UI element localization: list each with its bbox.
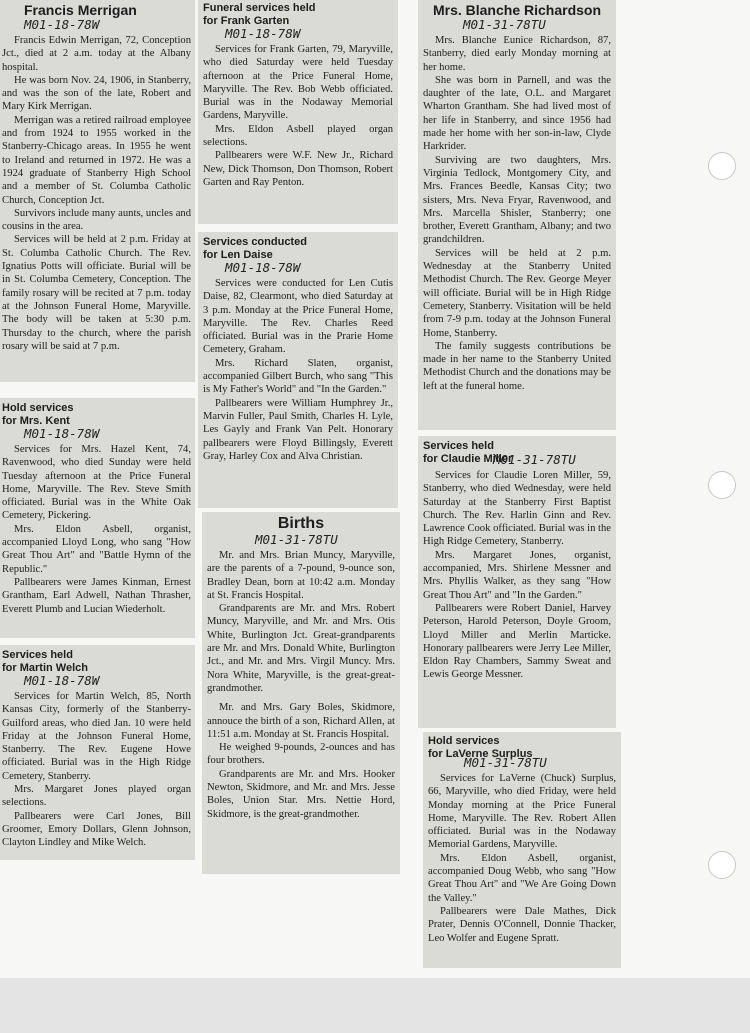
handwritten-date-note: M01-18-78W: [24, 426, 100, 441]
clipping-laverne-surplus: [423, 732, 621, 968]
paragraph: He weighed 9-pounds, 2-ounces and has four brothers.: [207, 742, 395, 767]
obituary-title: Funeral services held for Frank Garten: [203, 2, 316, 27]
paragraph: She was born in Parnell, and was the daughter of the late, O.L. and Margaret Wharton Grantham. She had lived most of her life in Stanberry, and since 1956 had made her home with her son-in-law, Clyde Harkrider.: [423, 74, 611, 153]
obituary-title: Services held for Claudie Miller: [423, 440, 513, 465]
binder-hole-middle: [708, 471, 736, 499]
paragraph: Mr. and Mrs. Gary Boles, Skidmore, annouce the birth of a son, Richard Allen, at 11:51 a.m. Monday at St. Francis Hospital.: [207, 702, 395, 740]
handwritten-date-note: M01-31-78TU: [493, 452, 576, 467]
clipping-frank-garten: [198, 0, 398, 224]
paragraph: Mrs. Margaret Jones played organ selections.: [2, 784, 191, 809]
obituary-title: Services conducted for Len Daise: [203, 236, 307, 261]
handwritten-date-note: M01-18-78W: [225, 260, 301, 275]
handwritten-date-note: M01-18-78W: [24, 17, 100, 32]
paragraph: Mrs. Blanche Eunice Richardson, 87, Stanberry, died early Monday morning at her home.: [423, 35, 611, 73]
paragraph: He was born Nov. 24, 1906, in Stanberry, and was the son of the late, Robert and Mary Kirk Merrigan.: [2, 74, 191, 113]
births-body: [207, 549, 395, 821]
obituary-body: [203, 277, 393, 463]
handwritten-date-note: M01-18-78W: [24, 673, 100, 688]
paragraph: Grandparents are Mr. and Mrs. Robert Muncy, Maryville, and Mr. and Mrs. Otis White, Burlington Jct. Great-grandparents are Mr. and Mrs. Donald White, Burlington Jct., and Mr. and Mrs. Virgil Muncy. Mrs. Nora White, Maryville, is the great-great-grandmother.: [207, 603, 395, 694]
paragraph: Pallbearers were William Humphrey Jr., Marvin Fuller, Paul Smith, Charles H. Lyle, Les Gayly and Frank Van Pelt. Honorary pallbearers were Floyd Billingsly, Everett Gray, Harley Cox and Alva Christian.: [203, 397, 393, 462]
paragraph: Mrs. Richard Slaten, organist, accompanied Gilbert Burch, who sang "This is My Father's World" and "In the Garden.": [203, 357, 393, 396]
paragraph: Merrigan was a retired railroad employee and from 1924 to 1955 worked in the Stanberry-Chicago areas. In 1955 he went to Ireland and returned in 1972. He was a 1924 graduate of Stanberry High School and a member of St. Columba Catholic Church, Conception Jct.: [2, 114, 191, 206]
paragraph: Pallbearers were W.F. New Jr., Richard New, Dick Thomson, Don Thomson, Robert Garten and Ray Penton.: [203, 150, 393, 188]
binder-hole-top: [708, 152, 736, 180]
obituary-body: [428, 772, 616, 945]
obituary-body: [2, 690, 191, 850]
paragraph: Services were conducted for Len Cutis Daise, 82, Clearmont, who died Saturday at 3 p.m. Monday at the Price Funeral Home, Maryville. The Rev. Charles Reed officiated. Burial was in the Prarie Home Cemetery, Graham.: [203, 278, 393, 356]
paragraph: Mrs. Eldon Asbell played organ selections.: [203, 123, 393, 149]
paragraph: Pallbearers were James Kinman, Ernest Grantham, Earl Adwell, Nathan Thrasher, Everett Plumb and Lucian Wiederholt.: [2, 576, 191, 615]
obituary-body: [2, 443, 191, 616]
obituary-title: Services held for Martin Welch: [2, 649, 88, 674]
obituary-body: [203, 43, 393, 189]
paragraph: Mrs. Eldon Asbell, organist, accompanied Lloyd Long, who sang "How Great Thou Art" and "Battle Hymn of the Republic.": [2, 523, 191, 575]
clipping-births: [202, 512, 400, 874]
handwritten-date-note: M01-31-78TU: [464, 755, 547, 770]
obituary-title: Hold services for Mrs. Kent: [2, 402, 74, 427]
paragraph: The family suggests contributions be made in her name to the Stanberry United Methodist Church and the donations may be left at the funeral home.: [423, 340, 611, 392]
paragraph: Pallbearers were Dale Mathes, Dick Prater, Dennis O'Connell, Donnie Thacker, Leo Wolfer and Eugene Spratt.: [428, 905, 616, 944]
obituary-title: Francis Merrigan: [24, 2, 137, 18]
handwritten-date-note: M01-31-78TU: [255, 532, 338, 547]
paragraph: Services will be held at 2 p.m. Wednesday at the Stanberry United Methodist Church. The Rev. George Meyer will officiate. Burial will be in High Ridge Cemetery, Stanberry. Visitation will be held from 7-9 p.m. today at the Johnson Funeral Home, Stanberry.: [423, 247, 611, 339]
binder-hole-bottom: [708, 851, 736, 879]
paragraph: Services will be held at 2 p.m. Friday at St. Columba Catholic Church. The Rev. Ignatius Potts will officiate. Burial will be in St. Columba Cemetery, Conception. The family rosary will be recited at 7 p.m. today at the Johnson Funeral Home, Maryville. The body will be taken at 5:30 p.m. Thursday to the church, where the parish rosary will be said at 7 p.m.: [2, 234, 191, 352]
paragraph: Services for Martin Welch, 85, North Kansas City, formerly of the Stanberry-Guilford areas, who died Jan. 10 were held Friday at the Johnson Funeral Home, Stanberry. The Rev. Eugene Howe officiated. Burial was in the High Ridge Cemetery, Stanberry.: [2, 691, 191, 782]
paragraph: Francis Edwin Merrigan, 72, Conception Jct., died at 2 a.m. today at the Albany hospital.: [2, 35, 191, 73]
clipping-francis-merrigan: [0, 0, 195, 382]
clipping-martin-welch: [0, 645, 195, 860]
obituary-title: Hold services for LaVerne Surplus: [428, 735, 533, 760]
section-title: Births: [277, 515, 325, 532]
paragraph: Surviving are two daughters, Mrs. Virginia Tedlock, Montgomery City, and Mrs. Frances Beedle, Kansas City; two sisters, Mrs. Neva Fryar, Ravenwood, and Mrs. Marcella Shisler, Stanberry; one brother, Everett Grantham, Albany; and two grandchildren.: [423, 154, 611, 246]
clipping-len-daise: [198, 232, 398, 508]
paragraph: Pallbearers were Robert Daniel, Harvey Peterson, Harold Peterson, Doyle Groom, Lloyd Miller and Merlin Marticke. Honorary pallbearers were Jerry Lee Miller, Eldon Ray Chambers, Sammy Sweat and Lewis George Messner.: [423, 602, 611, 681]
clipping-claudie-miller: [418, 436, 616, 728]
obituary-body: [423, 469, 611, 682]
paragraph: Services for LaVerne (Chuck) Surplus, 66, Maryville, who died Friday, were held Monday morning at the Price Funeral Home, Maryville. The Rev. Robert Allen officiated. Burial was in the Nodaway Memorial Gardens, Maryville.: [428, 773, 616, 851]
paragraph: Survivors include many aunts, uncles and cousins in the area.: [2, 207, 191, 233]
paragraph: Mrs. Eldon Asbell, organist, accompanied Doug Webb, who sang "How Great Thou Art" and "We Are Going Down the Valley.": [428, 852, 616, 904]
clipping-blanche-richardson: [418, 0, 616, 430]
paragraph: Services for Claudie Loren Miller, 59, Stanberry, who died Wednesday, were held Saturday at the Stanberry First Baptist Church. The Rev. Harlin Ginn and Rev. Lawrence Cook officiated. Burial was in the High Ridge Cemetery, Stanberry.: [423, 470, 611, 548]
obituary-body: [423, 34, 611, 393]
scan-bottom-margin: [0, 978, 750, 1033]
paragraph: Grandparents are Mr. and Mrs. Hooker Newton, Skidmore, and Mr. and Mrs. Jesse Boles, Union Star. Mrs. Nettie Hord, Skidmore, is the great-grandmother.: [207, 768, 395, 820]
obituary-title: Mrs. Blanche Richardson: [432, 2, 602, 18]
paragraph: Pallbearers were Carl Jones, Bill Groomer, Emory Dollars, Glenn Johnson, Clayton Lindley and Mike Welch.: [2, 810, 191, 849]
paragraph: Mr. and Mrs. Brian Muncy, Maryville, are the parents of a 7-pound, 9-ounce son, Bradley Dean, born at 10:42 a.m. Monday at St. Francis Hospital.: [207, 550, 395, 601]
paragraph: Services for Frank Garten, 79, Maryville, who died Saturday were held Tuesday afternoon at the Price Funeral Home, Maryville. The Rev. Bob Webb officiated. Burial was in the Nodaway Memorial Gardens, Maryville.: [203, 44, 393, 122]
handwritten-date-note: M01-18-78W: [225, 26, 301, 41]
paragraph: Services for Mrs. Hazel Kent, 74, Ravenwood, who died Sunday were held Tuesday afternoon at the Price Funeral Home, Maryville. The Rev. Steve Smith officiated. Burial was in the White Oak Cemetery, Pickering.: [2, 444, 191, 522]
obituary-body: [2, 34, 191, 353]
clipping-mrs-kent: [0, 398, 195, 638]
handwritten-date-note: M01-31-78TU: [463, 17, 546, 32]
paragraph: Mrs. Margaret Jones, organist, accompanied, Mrs. Shirlene Messner and Mrs. Phyllis Walker, as they sang "How Great Thou Art" and "In the Garden.": [423, 549, 611, 601]
